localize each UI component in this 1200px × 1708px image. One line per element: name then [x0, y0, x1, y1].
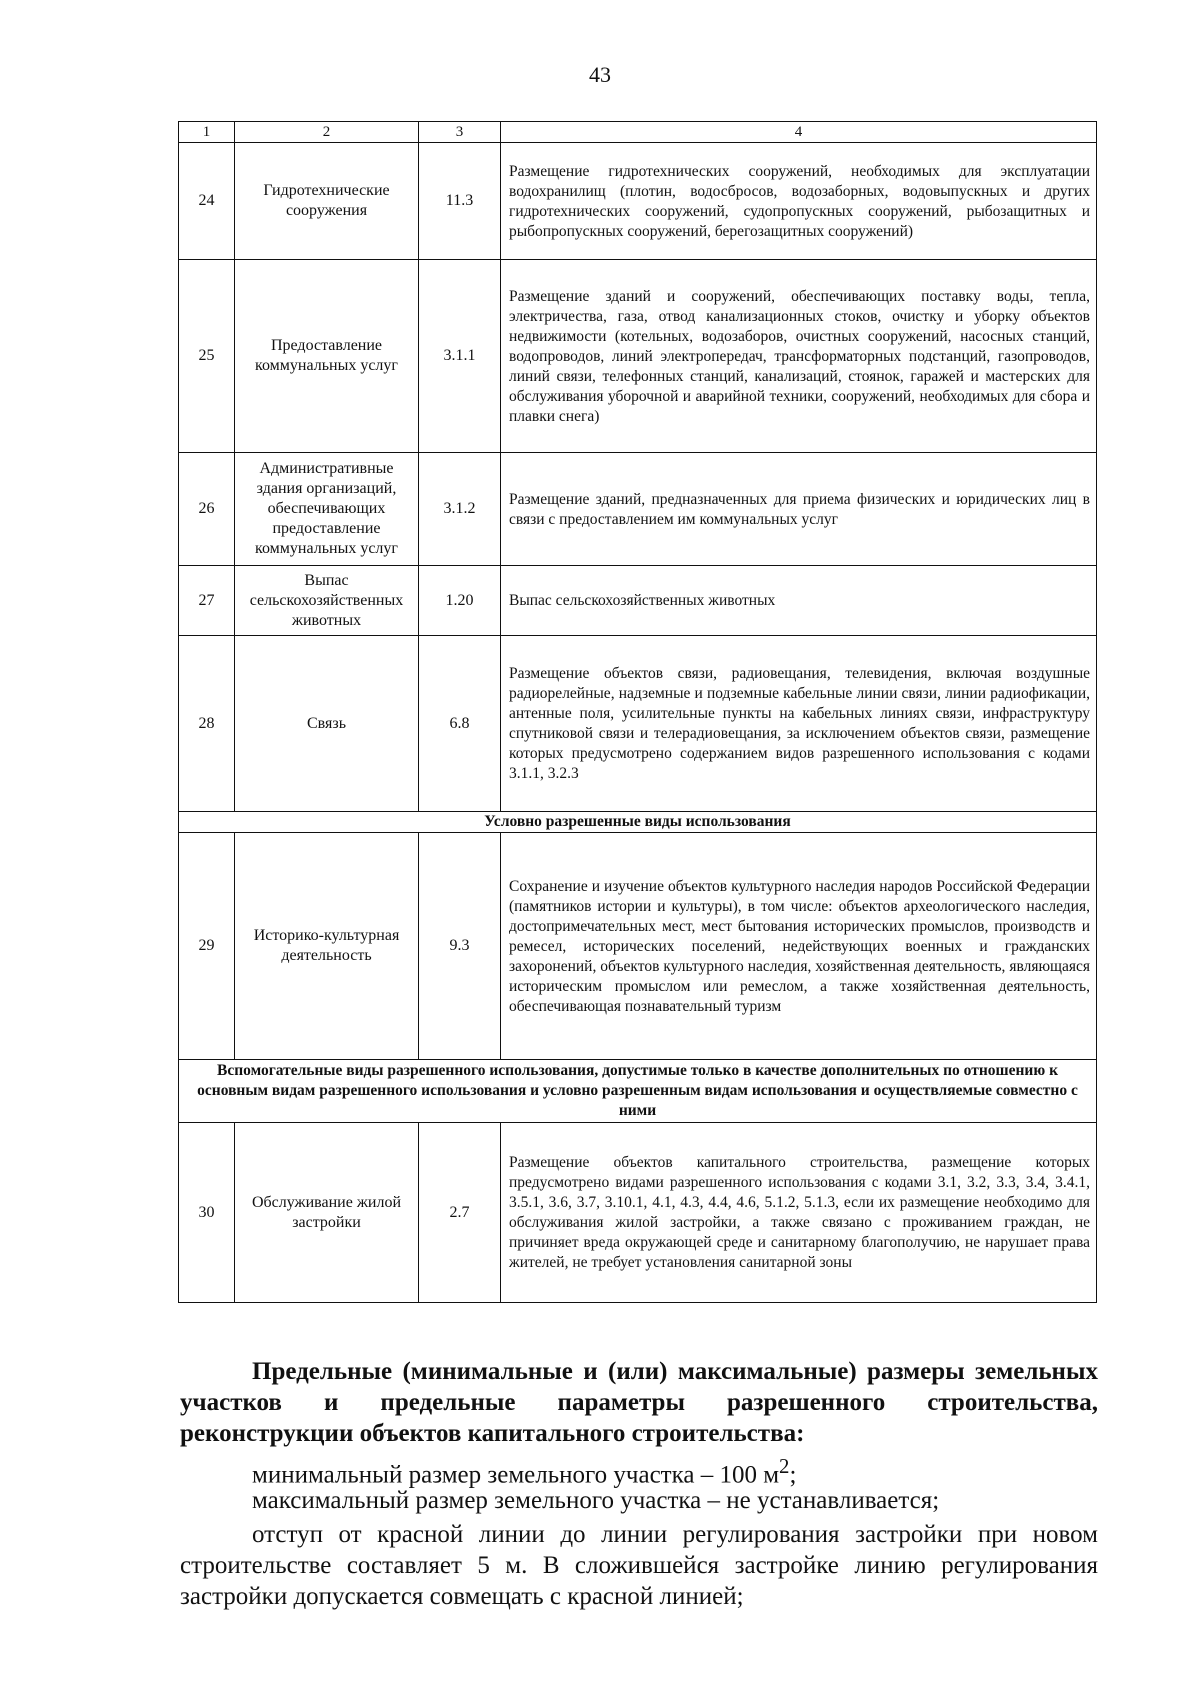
header-col-4: 4	[501, 122, 1097, 143]
use-type-description: Сохранение и изучение объектов культурного наследия народов Российской Федерации (памятников истории и культуры), в том числе: объектов археологического наследия, достопримечательных мест, мест бытования исторических промыслов, производств и ремесел, исторических поселений, недействующих военных и гражданских захоронений, объектов культурного наследия, хозяйственная деятельность, являющаяся историческим промыслом или ремеслом, а также хозяйственная деятельность, обеспечивающая познавательный туризм	[501, 833, 1097, 1060]
use-type-description: Размещение гидротехнических сооружений, необходимых для эксплуатации водохранилищ (плотин, водосбросов, водозаборных, водовыпускных и других гидротехнических сооружений, судопропускных сооружений, рыбозащитных и рыбопропускных сооружений, берегозащитных сооружений)	[501, 143, 1097, 260]
use-type-name: Гидротехнические сооружения	[235, 143, 419, 260]
row-number: 28	[179, 636, 235, 812]
row-number: 24	[179, 143, 235, 260]
land-use-table	[178, 121, 1097, 1303]
use-type-name: Связь	[235, 636, 419, 812]
use-type-code: 3.1.1	[419, 260, 501, 453]
use-type-description: Размещение объектов связи, радиовещания, телевидения, включая воздушные радиорелейные, надземные и подземные кабельные линии связи, линии радиофикации, антенные поля, усилительные пункты на кабельных линиях связи, инфраструктуру спутниковой связи и телерадиовещания, за исключением объектов связи, размещение которых предусмотрено содержанием видов разрешенного использования с кодами 3.1.1, 3.2.3	[501, 636, 1097, 812]
row-number: 27	[179, 566, 235, 636]
use-type-code: 2.7	[419, 1123, 501, 1303]
table-row	[179, 1123, 1097, 1303]
header-col-2: 2	[235, 122, 419, 143]
row-number: 26	[179, 453, 235, 566]
land-use-table-container	[178, 121, 1096, 1303]
use-type-description: Размещение объектов капитального строительства, размещение которых предусмотрено видами разрешенного использования с кодами 3.1, 3.2, 3.3, 3.4, 3.4.1, 3.5.1, 3.6, 3.7, 3.10.1, 4.1, 4.3, 4.4, 4.6, 5.1.2, 5.1.3, если их размещение необходимо для обслуживания жилой застройки, а также связано с проживанием граждан, не причиняет вреда окружающей среде и санитарному благополучию, не нарушает права жителей, не требует установления санитарной зоны	[501, 1123, 1097, 1303]
table-row	[179, 453, 1097, 566]
use-type-name: Обслуживание жилой застройки	[235, 1123, 419, 1303]
use-type-name: Административные здания организаций, обеспечивающих предоставление коммунальных услуг	[235, 453, 419, 566]
use-type-name: Выпас сельскохозяйственных животных	[235, 566, 419, 636]
use-type-description: Размещение зданий и сооружений, обеспечивающих поставку воды, тепла, электричества, газа, отвод канализационных стоков, очистку и уборку объектов недвижимости (котельных, водозаборов, очистных сооружений, насосных станций, водопроводов, линий электропередач, трансформаторных подстанций, газопроводов, линий связи, телефонных станций, канализаций, стоянок, гаражей и мастерских для обслуживания уборочной и аварийной техники, сооружений, необходимых для сбора и плавки снега)	[501, 260, 1097, 453]
table-row	[179, 833, 1097, 1060]
header-col-3: 3	[419, 122, 501, 143]
table-row	[179, 143, 1097, 260]
page-number: 43	[589, 62, 611, 87]
section-row-auxiliary	[179, 1060, 1097, 1123]
use-type-code: 11.3	[419, 143, 501, 260]
paragraph-red-line-setback: отступ от красной линии до линии регулирования застройки при новом строительстве составляет 5 м. В сложившейся застройке линию регулирования застройки допускается совмещать с красной линией;	[180, 1521, 1098, 1610]
unit-superscript: 2	[779, 1454, 790, 1478]
table-row	[179, 636, 1097, 812]
use-type-name: Историко-культурная деятельность	[235, 833, 419, 1060]
table-row	[179, 260, 1097, 453]
use-type-code: 3.1.2	[419, 453, 501, 566]
row-number: 30	[179, 1123, 235, 1303]
paragraph-max-plot-size: максимальный размер земельного участка – не устанавливается;	[252, 1487, 940, 1514]
use-type-description: Размещение зданий, предназначенных для приема физических и юридических лиц в связи с предоставлением им коммунальных услуг	[501, 453, 1097, 566]
row-number: 25	[179, 260, 235, 453]
paragraph-min-plot-size-end: ;	[789, 1461, 797, 1489]
header-col-1: 1	[179, 122, 235, 143]
use-type-name: Предоставление коммунальных услуг	[235, 260, 419, 453]
use-type-code: 9.3	[419, 833, 501, 1060]
section-title-auxiliary: Вспомогательные виды разрешенного использования, допустимые только в качестве дополнительных по отношению к основным видам разрешенного использования и условно разрешенным видам использования и осуществляемые совместно с ними	[179, 1060, 1097, 1123]
section-heading: Предельные (минимальные и (или) максимальные) размеры земельных участков и предельные параметры разрешенного строительства, реконструкции объектов капитального строительства:	[180, 1358, 1098, 1447]
use-type-code: 1.20	[419, 566, 501, 636]
table-row	[179, 566, 1097, 636]
section-title-conditional: Условно разрешенные виды использования	[179, 812, 1097, 833]
section-row-conditional	[179, 812, 1097, 833]
use-type-code: 6.8	[419, 636, 501, 812]
row-number: 29	[179, 833, 235, 1060]
paragraph-min-plot-size-text: минимальный размер земельного участка – 100 м	[252, 1461, 780, 1489]
table-header-row	[179, 122, 1097, 143]
use-type-description: Выпас сельскохозяйственных животных	[501, 566, 1097, 636]
